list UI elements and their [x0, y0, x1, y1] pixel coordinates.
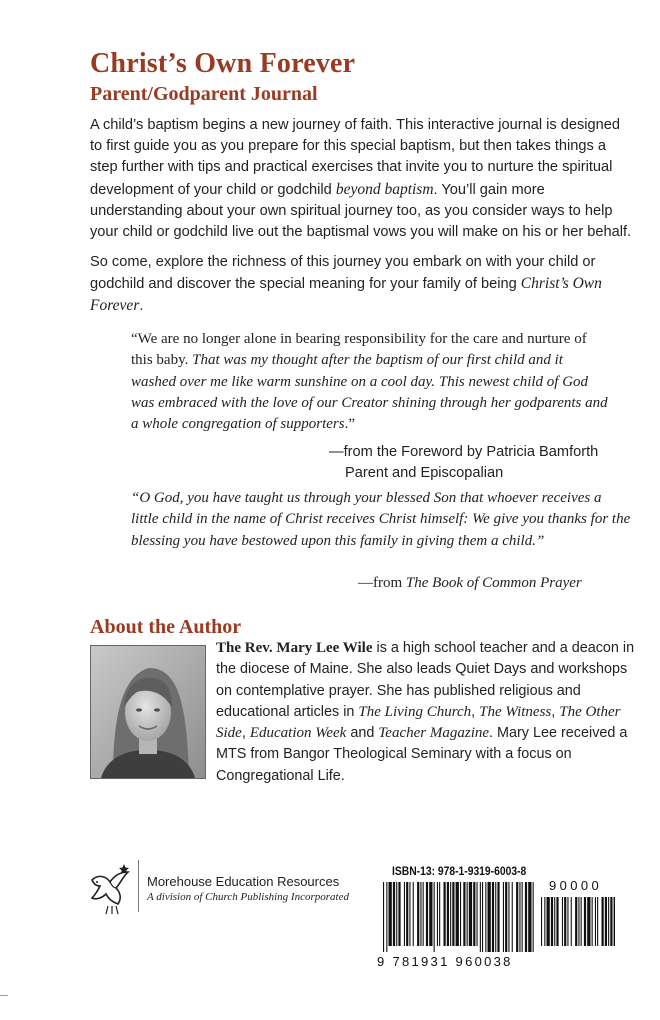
barcode-bar — [393, 882, 395, 946]
intro-paragraph-1: A child’s baptism begins a new journey of faith. This interactive journal is designed to first guide you as you prepare for this special baptism, but then takes things a step further with tips and practical exercises that invite you to nurture the spiritual development of your child or godchild beyond baptism. You’ll gain more understanding about your own spiritual journey too, as you consider ways to help your child or godchild live out the baptismal vows you will make on his or her behalf. — [90, 117, 632, 241]
barcode-bar — [505, 882, 507, 952]
barcode-bar — [547, 897, 550, 946]
barcode-bar — [556, 897, 558, 946]
barcode-digits: 9 781931 960038 — [377, 954, 513, 969]
barcode-bar — [592, 897, 593, 946]
barcode-bar — [398, 882, 400, 946]
barcode-bar — [571, 897, 572, 946]
barcode-bar — [447, 882, 449, 946]
barcode-bar — [533, 882, 534, 952]
barcode-bar — [469, 882, 472, 946]
publisher-division: A division of Church Publishing Incorporated — [147, 891, 349, 903]
author-name: The Rev. Mary Lee Wile — [216, 640, 373, 656]
crop-mark — [0, 995, 8, 996]
barcode-bar — [597, 897, 598, 946]
barcode-bar — [562, 897, 563, 946]
publisher-name: Morehouse Education Resources — [147, 874, 340, 889]
book-title: Christ’s Own Forever — [90, 48, 356, 79]
barcode-addon-digits: 90000 — [549, 878, 603, 893]
barcode-bar — [522, 882, 523, 952]
barcode-bar — [541, 897, 542, 946]
book-subtitle: Parent/Godparent Journal — [90, 83, 318, 105]
foreword-attribution-role: Parent and Episcopalian — [345, 465, 504, 481]
barcode-bar — [564, 897, 566, 946]
barcode-bar — [482, 882, 483, 952]
isbn-label: ISBN-13: 978-1-9319-6003-8 — [392, 864, 527, 878]
barcode-bar — [439, 882, 440, 946]
isbn-barcode — [383, 882, 535, 952]
barcode-bar — [396, 882, 397, 946]
barcode-bar — [467, 882, 468, 946]
barcode-bar — [456, 882, 459, 946]
barcode-bar — [423, 882, 424, 946]
author-bio: The Rev. Mary Lee Wile is a high school teacher and a deacon in the diocese of Maine. She also leads Quiet Days and workshops on contemplative prayer. She has published religious and educational articles in The Living Church, The Witness, The Other Side, Education Week and Teacher Magazine. Mary Lee received a MTS from Bangor Theological Seminary with a focus on Congregational Life. — [216, 640, 635, 784]
barcode-bar — [614, 897, 615, 946]
barcode-bar — [437, 882, 438, 946]
barcode-bar — [595, 897, 596, 946]
barcode-bar — [383, 882, 384, 952]
barcode-bar — [406, 882, 408, 946]
barcode-bar — [488, 882, 491, 952]
barcode-bar — [578, 897, 579, 946]
publisher-divider — [138, 860, 139, 912]
barcode-bar — [413, 882, 414, 946]
barcode-bar — [602, 897, 604, 946]
barcode-bar — [417, 882, 419, 946]
barcode-bar — [587, 897, 590, 946]
barcode-bar — [554, 897, 555, 946]
barcode-bar — [450, 882, 451, 946]
barcode-bar — [516, 882, 518, 952]
barcode-bar — [426, 882, 428, 946]
barcode-bar — [584, 897, 586, 946]
barcode-bar — [492, 882, 494, 952]
barcode-bar — [508, 882, 509, 952]
barcode-bar — [420, 882, 421, 946]
barcode-bar — [477, 882, 478, 946]
barcode-bar — [575, 897, 577, 946]
foreword-attribution: —from the Foreword by Patricia Bamforth — [329, 444, 599, 460]
barcode-bar — [404, 882, 405, 946]
barcode-bar — [485, 882, 486, 952]
barcode-bar — [544, 897, 545, 946]
price-addon-barcode — [541, 897, 615, 952]
barcode-bar — [497, 882, 499, 952]
barcode-bar — [386, 882, 387, 952]
author-portrait-image — [91, 646, 205, 778]
barcode-bar — [608, 897, 609, 946]
barcode-bar — [452, 882, 454, 946]
author-photo — [90, 645, 206, 779]
prayer-quote: “O God, you have taught us through your blessed Son that whoever receives a little child in the name of Christ receives Christ himself: We give you thanks for the blessing you have bestowed upon this family in giving them a child.” — [131, 490, 631, 549]
barcode-bar — [519, 882, 520, 952]
barcode-bar — [528, 882, 531, 952]
barcode-bar — [444, 882, 446, 946]
foreword-quote: “We are no longer alone in bearing responsibility for the care and nurture of this baby. That was my thought after the baptism of our first child and it washed over me like warm sunshine on a cool day. This newest child of God was embraced with the love of our Creator shining through her godparents and a whole congregation of supporters.” — [131, 331, 608, 433]
barcode-bar — [567, 897, 568, 946]
barcode-bar — [551, 897, 553, 946]
prayer-attribution: —from The Book of Common Prayer — [358, 575, 582, 591]
barcode-bar — [409, 882, 410, 946]
barcode-bar — [463, 882, 465, 946]
barcode-bar — [512, 882, 513, 952]
intro-paragraph-2: So come, explore the richness of this journey you embark on with your child or godchild and discover the special meaning for your family of being Christ’s Own Forever. — [90, 254, 602, 315]
barcode-bar — [434, 882, 435, 952]
barcode-bar — [610, 897, 612, 946]
about-author-heading: About the Author — [90, 616, 242, 638]
barcode-bar — [429, 882, 432, 946]
barcode-bar — [581, 897, 582, 946]
barcode-bar — [503, 882, 504, 952]
barcode-bar — [460, 882, 461, 946]
barcode-bar — [480, 882, 481, 952]
barcode-bar — [605, 897, 607, 946]
publisher-dove-logo-icon — [86, 858, 136, 918]
barcode-bar — [473, 882, 475, 946]
barcode-bar — [495, 882, 496, 952]
barcode-bar — [525, 882, 527, 952]
barcode-bar — [389, 882, 392, 946]
